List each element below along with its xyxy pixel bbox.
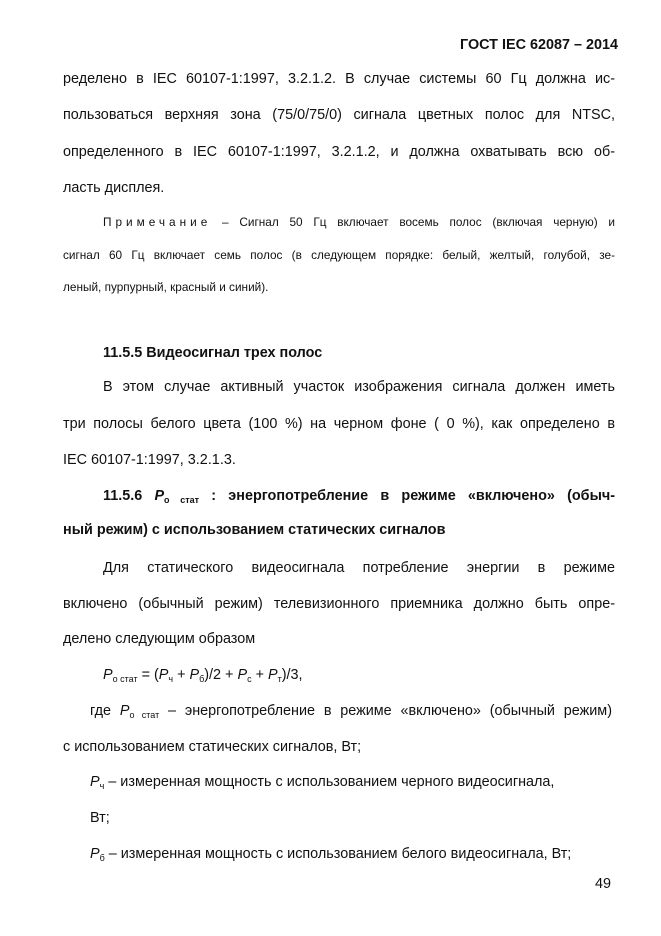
formula-subscript: т [277,674,282,684]
formula-subscript: б [199,674,205,684]
formula-subscript: ч [99,781,105,791]
definition-line [90,772,554,792]
note-line: сигнал 60 Гц включает семь полос (в следующем порядке: белый, желтый, голубой, зе- [63,248,615,262]
symbol-subscript: о стат [164,495,200,505]
definition-line [90,701,612,721]
formula-text: + [173,667,190,683]
note-label: Примечание [103,215,212,229]
formula-symbol: P [90,846,100,862]
formula-subscript: о стат [129,710,160,720]
formula-symbol: P [267,667,278,683]
note-text: – Сигнал 50 Гц включает восемь полос (включая черную) и [211,215,615,229]
formula-text: )/3, [281,667,303,683]
formula-symbol: P [119,703,130,719]
section-heading [103,486,615,506]
note-line: леный, пурпурный, красный и синий). [63,280,269,294]
formula-symbol: P [90,774,100,790]
paragraph-line: ределено в IEC 60107-1:1997, 3.2.1.2. В случае системы 60 Гц должна ис- [63,71,615,87]
paragraph-line: включено (обычный режим) телевизионного приемника должно быть опре- [63,596,615,612]
paragraph-line: делено следующим образом [63,631,256,647]
formula-subscript: с [247,674,252,684]
definition-line: с использованием статических сигналов, Вт; [63,739,362,755]
formula-text: = ( [137,667,159,683]
formula-symbol: P [237,667,248,683]
formula-symbol: P [103,667,113,683]
paragraph-line: Для статического видеосигнала потребление энергии в режиме [103,560,615,576]
formula-text: )/2 + [204,667,238,683]
formula-subscript: б [99,853,105,863]
paragraph-line: определенного в IEC 60107-1:1997, 3.2.1.2, и должна охватывать всю об- [63,144,615,160]
paragraph-line: В этом случае активный участок изображения сигнала должен иметь [103,379,615,395]
formula-subscript: о стат [112,674,138,684]
page-number: 49 [594,876,611,892]
symbol-p: P [154,488,165,504]
document-header: ГОСТ IEC 62087 – 2014 [459,37,618,53]
formula-symbol: P [189,667,200,683]
section-title: : энергопотребление в режиме «включено» (обыч- [199,488,616,504]
definition-line: Вт; [90,810,110,826]
section-heading-line2: ный режим) с использованием статических сигналов [63,522,446,538]
definition-text: – измеренная мощность с использованием черного видеосигнала, [104,774,555,790]
definition-line [90,844,571,864]
formula [103,665,303,685]
formula-text: + [251,667,268,683]
formula-symbol: P [158,667,169,683]
definition-text: – энергопотребление в режиме «включено» (обычный режим) [159,703,612,719]
section-number: 11.5.6 [103,488,155,504]
definition-text: – измеренная мощность с использованием белого видеосигнала, Вт; [104,846,572,862]
note-line [103,212,615,232]
paragraph-line: пользоваться верхняя зона (75/0/75/0) сигнала цветных полос для NTSC, [63,107,615,123]
paragraph-line: ласть дисплея. [63,180,165,196]
where-word: где [90,703,120,719]
paragraph-line: IEC 60107-1:1997, 3.2.1.3. [63,452,236,468]
paragraph-line: три полосы белого цвета (100 %) на черном фоне ( 0 %), как определено в [63,416,615,432]
section-heading: 11.5.5 Видеосигнал трех полос [103,345,323,361]
formula-subscript: ч [168,674,174,684]
